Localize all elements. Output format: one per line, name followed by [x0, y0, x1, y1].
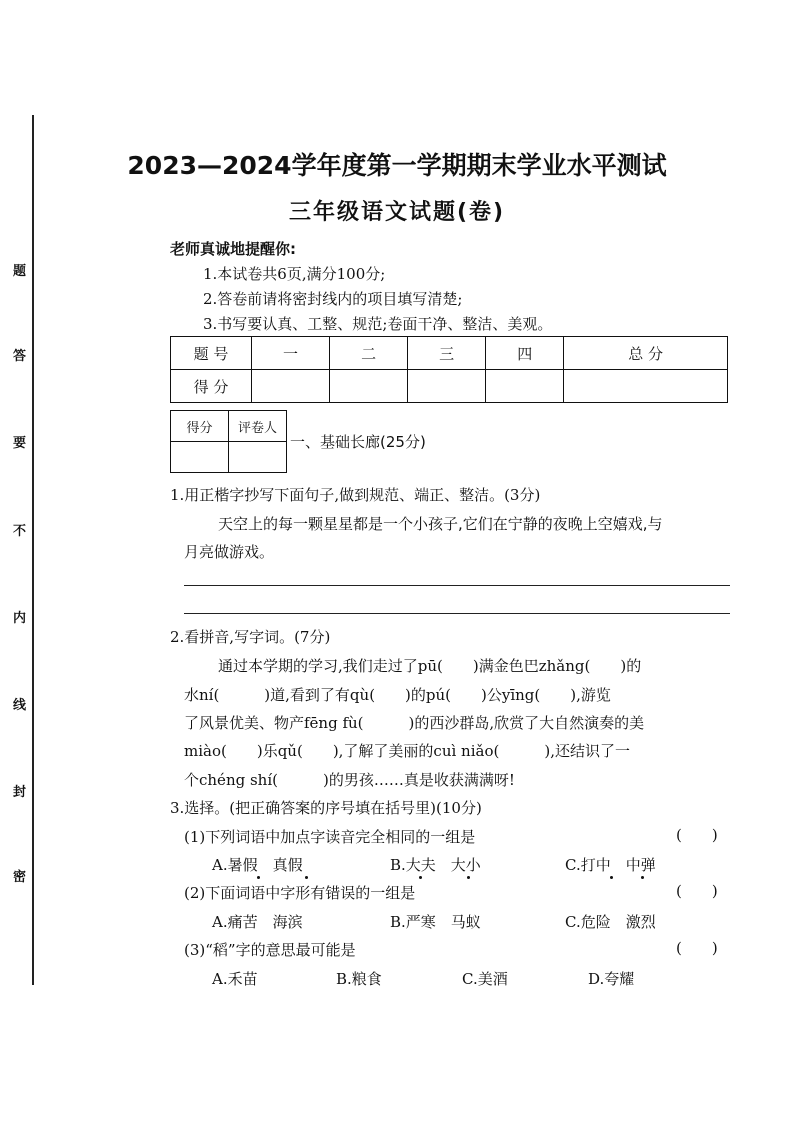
q3-sub1-stem: (1)下列词语中加点字读音完全相同的一组是 — [184, 828, 476, 846]
q3-sub3-answer-paren[interactable]: ( ) — [676, 939, 718, 957]
q3-option: A.痛苦 海滨 — [212, 913, 303, 931]
emphasis-dot — [610, 876, 613, 879]
score-table — [170, 336, 728, 403]
score-table-header-row — [171, 337, 728, 370]
q2-line: 水ní( )道,看到了有qù( )的pú( )公yīng( ),游览 — [184, 686, 611, 704]
score-header-cell: 三 — [408, 337, 486, 370]
seal-char: 不 — [13, 524, 27, 539]
reminder-item: 3.书写要认真、工整、规范;卷面干净、整洁、美观。 — [203, 315, 553, 333]
q3-prompt: 3.选择。(把正确答案的序号填在括号里)(10分) — [170, 799, 482, 817]
emphasis-dot — [641, 876, 644, 879]
score-header-cell: 题 号 — [171, 337, 252, 370]
q2-line: 通过本学期的学习,我们走过了pū( )满金色巴zhǎng( )的 — [218, 657, 642, 675]
seal-char: 内 — [13, 611, 27, 626]
q3-sub2-answer-paren[interactable]: ( ) — [676, 882, 718, 900]
score-cell[interactable] — [330, 370, 408, 403]
seal-char: 答 — [13, 349, 27, 364]
seal-char: 密 — [13, 870, 27, 885]
emphasis-dot — [257, 876, 260, 879]
q3-sub2-stem: (2)下面词语中字形有错误的一组是 — [184, 884, 416, 902]
q3-option: A.禾苗 — [212, 970, 258, 988]
reminder-item: 1.本试卷共6页,满分100分; — [203, 265, 386, 283]
reminder-heading: 老师真诚地提醒你: — [170, 240, 296, 258]
q3-option: C.危险 激烈 — [565, 913, 656, 931]
q1-text: 天空上的每一颗星星都是一个小孩子,它们在宁静的夜晚上空嬉戏,与 — [218, 515, 663, 533]
exam-subtitle: 三年级语文试题(卷) — [288, 200, 506, 225]
q2-prompt: 2.看拼音,写字词。(7分) — [170, 628, 331, 646]
emphasis-dot — [305, 876, 308, 879]
score-header-cell: 总 分 — [564, 337, 728, 370]
score-table-score-row — [171, 370, 728, 403]
grader-table — [170, 410, 287, 473]
grader-name-cell[interactable] — [229, 442, 287, 473]
exam-title: 2023—2024学年度第一学期期末学业水平测试 — [127, 151, 667, 180]
seal-char: 要 — [13, 436, 27, 451]
score-header-cell: 一 — [252, 337, 330, 370]
score-header-cell: 二 — [330, 337, 408, 370]
score-cell[interactable] — [408, 370, 486, 403]
grader-name-label: 评卷人 — [229, 411, 287, 442]
q3-option: B.大夫 大小 — [390, 856, 481, 874]
q1-prompt: 1.用正楷字抄写下面句子,做到规范、端正、整洁。(3分) — [170, 486, 541, 504]
grader-score-cell[interactable] — [171, 442, 229, 473]
grader-score-label: 得分 — [171, 411, 229, 442]
q1-text: 月亮做游戏。 — [184, 543, 275, 561]
q3-sub3-stem: (3)“稻”字的意思最可能是 — [184, 941, 356, 959]
seal-char: 封 — [13, 785, 27, 800]
emphasis-dot — [419, 876, 422, 879]
section-title: 一、基础长廊(25分) — [290, 433, 426, 451]
score-header-cell: 四 — [486, 337, 564, 370]
q2-line: 个chéng shí( )的男孩……真是收获满满呀! — [184, 771, 515, 789]
q3-sub1-answer-paren[interactable]: ( ) — [676, 826, 718, 844]
seal-line — [32, 115, 34, 985]
score-cell[interactable] — [252, 370, 330, 403]
seal-char: 题 — [13, 264, 27, 279]
q3-option: B.粮食 — [336, 970, 382, 988]
seal-char: 线 — [13, 698, 27, 713]
q3-option: C.打中 中弹 — [565, 856, 656, 874]
q3-option: A.暑假 真假 — [212, 856, 303, 874]
q2-line: 了风景优美、物产fēng fù( )的西沙群岛,欣赏了大自然演奏的美 — [184, 714, 645, 732]
score-cell[interactable] — [564, 370, 728, 403]
q1-answer-line[interactable] — [184, 585, 730, 586]
q3-option: B.严寒 马蚁 — [390, 913, 481, 931]
score-cell[interactable] — [486, 370, 564, 403]
q3-option: C.美酒 — [462, 970, 508, 988]
q3-option: D.夸耀 — [588, 970, 635, 988]
q1-answer-line[interactable] — [184, 613, 730, 614]
emphasis-dot — [467, 876, 470, 879]
reminder-item: 2.答卷前请将密封线内的项目填写清楚; — [203, 290, 463, 308]
score-row-label: 得 分 — [171, 370, 252, 403]
q2-line: miào( )乐qǔ( ),了解了美丽的cuì niǎo( ),还结识了一 — [184, 742, 630, 760]
